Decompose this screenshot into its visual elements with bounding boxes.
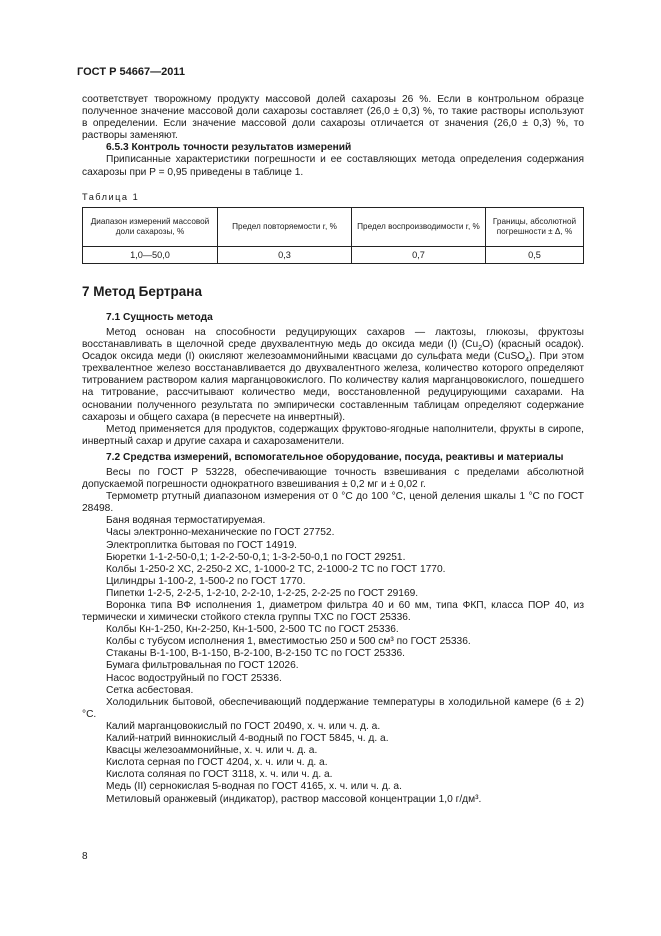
- list-item: Кислота соляная по ГОСТ 3118, х. ч. или ч. д. а.: [106, 769, 333, 781]
- list-item: Колбы 1-250-2 ХС, 2-250-2 ХС, 1-1000-2 ТС, 2-1000-2 ТС по ГОСТ 1770.: [106, 563, 446, 575]
- list-item: Метиловый оранжевый (индикатор), раствор массовой концентрации 1,0 г/дм³.: [106, 793, 482, 805]
- list-item: Бюретки 1-1-2-50-0,1; 1-2-2-50-0,1; 1-3-2-50-0,1 по ГОСТ 29251.: [106, 551, 406, 563]
- table-header-cell: Границы, абсолютной погрешности ± Δ, %: [486, 207, 584, 246]
- list-item: Кислота серная по ГОСТ 4204, х. ч. или ч. д. а.: [106, 757, 328, 769]
- page-number: 8: [82, 851, 88, 862]
- list-item: Холодильник бытовой, обеспечивающий поддержание температуры в холодильной камере (6 ± 2) °С.: [82, 696, 584, 720]
- document-header: ГОСТ Р 54667—2011: [77, 66, 185, 78]
- table-cell: 1,0—50,0: [83, 246, 218, 263]
- table-caption: Таблица 1: [82, 191, 140, 202]
- list-item: Цилиндры 1-100-2, 1-500-2 по ГОСТ 1770.: [106, 575, 306, 587]
- list-item: Электроплитка бытовая по ГОСТ 14919.: [106, 539, 297, 551]
- table-cell: 0,7: [352, 246, 486, 263]
- table-header-cell: Диапазон измерений массовой доли сахарозы, %: [83, 207, 218, 246]
- table-header-row: [83, 207, 584, 246]
- list-item: Весы по ГОСТ Р 53228, обеспечивающие точность взвешивания с пределами абсолютной допускаемой погрешности однократного взвешивания ± 0,2 мг и ± 0,02 г.: [82, 466, 584, 491]
- paragraph-6-5-3: Приписанные характеристики погрешности и ее составляющих метода определения содержания сахарозы при P = 0,95 приведены в таблице 1.: [82, 154, 584, 178]
- table-cell: 0,3: [218, 246, 352, 263]
- list-item: Медь (II) сернокислая 5-водная по ГОСТ 4165, х. ч. или ч. д. а.: [106, 781, 402, 793]
- list-item: Сетка асбестовая.: [106, 684, 194, 696]
- accuracy-table: [82, 207, 584, 264]
- list-item: Часы электронно-механические по ГОСТ 27752.: [106, 527, 335, 539]
- paragraph-7-1-b: Метод применяется для продуктов, содержащих фруктово-ягодные наполнители, фрукты в сиропе, инвертный сахар и другие сахара и сахарозаменители.: [82, 423, 584, 447]
- list-item: Калий-натрий виннокислый 4-водный по ГОСТ 5845, ч. д. а.: [106, 733, 389, 745]
- equipment-list: [82, 467, 584, 806]
- table-row: [83, 246, 584, 263]
- paragraph-7-1-a: Метод основан на способности редуцирующих сахаров — лактозы, глюкозы, фруктозы восстанавливать в щелочной среде двухвалентную медь до оксида меди (I) $(Cu_2O)$ (красный осадок). Осадок оксида меди (I) окисляют железоаммонийными квасцами до сульфата меди (CuSO$_4$). При этом трехвалентное железо восстанавливается до двухвалентного железа, количество которого определяют титрованием раствором калия марганцовокислого. По количеству калия марганцовокислого, пошедшего на титрование, рассчитывают количество меди, восстановленной редуцирующими сахарами. На основании полученного результата по эмпирически составленным таблицам определяют содержание сахарозы и общего сахара (в пересчете на инвертный).: [82, 326, 584, 423]
- page-content: [82, 94, 584, 806]
- list-item: Баня водяная термостатируемая.: [106, 515, 266, 527]
- list-item: Бумага фильтровальная по ГОСТ 12026.: [106, 660, 299, 672]
- list-item: Термометр ртутный диапазоном измерения от 0 °С до 100 °С, ценой деления шкалы 1 °С по ГОСТ 28498.: [82, 491, 584, 515]
- list-item: Пипетки 1-2-5, 2-2-5, 1-2-10, 2-2-10, 1-2-25, 2-2-25 по ГОСТ 29169.: [106, 587, 419, 599]
- heading-7-1: 7.1 Сущность метода: [106, 311, 213, 323]
- list-item: Стаканы В-1-100, В-1-150, В-2-100, В-2-150 ТС по ГОСТ 25336.: [106, 648, 406, 660]
- list-item: Колбы с тубусом исполнения 1, вместимостью 250 и 500 см³ по ГОСТ 25336.: [106, 636, 471, 648]
- table-header-cell: Предел повторяемости r, %: [218, 207, 352, 246]
- paragraph-continuation: соответствует творожному продукту массовой долей сахарозы 26 %. Если в контрольном образце полученное значение массовой доли сахарозы составляет (26,0 ± 0,3) %, то такие растворы используют в определении. Если значение массовой доли сахарозы отличается от значения (26,0 ± 0,3) %, то растворы заменяют.: [82, 94, 584, 142]
- table-cell: 0,5: [486, 246, 584, 263]
- table-header-cell: Предел воспроизводимости r, %: [352, 207, 486, 246]
- heading-section-7: 7 Метод Бертрана: [82, 283, 202, 299]
- list-item: Квасцы железоаммонийные, х. ч. или ч. д. а.: [106, 745, 318, 757]
- list-item: Калий марганцовокислый по ГОСТ 20490, х. ч. или ч. д. а.: [106, 720, 381, 732]
- heading-6-5-3: 6.5.3 Контроль точности результатов измерений: [106, 142, 352, 154]
- list-item: Насос водоструйный по ГОСТ 25336.: [106, 672, 282, 684]
- heading-7-2: 7.2 Средства измерений, вспомогательное оборудование, посуда, реактивы и материалы: [106, 451, 564, 463]
- list-item: Воронка типа ВФ исполнения 1, диаметром фильтра 40 и 60 мм, типа ФКП, класса ПОР 40, из термически и химически стойкого стекла группы ТХС по ГОСТ 25336.: [82, 600, 584, 624]
- list-item: Колбы Кн-1-250, Кн-2-250, Кн-1-500, 2-500 ТС по ГОСТ 25336.: [106, 624, 399, 636]
